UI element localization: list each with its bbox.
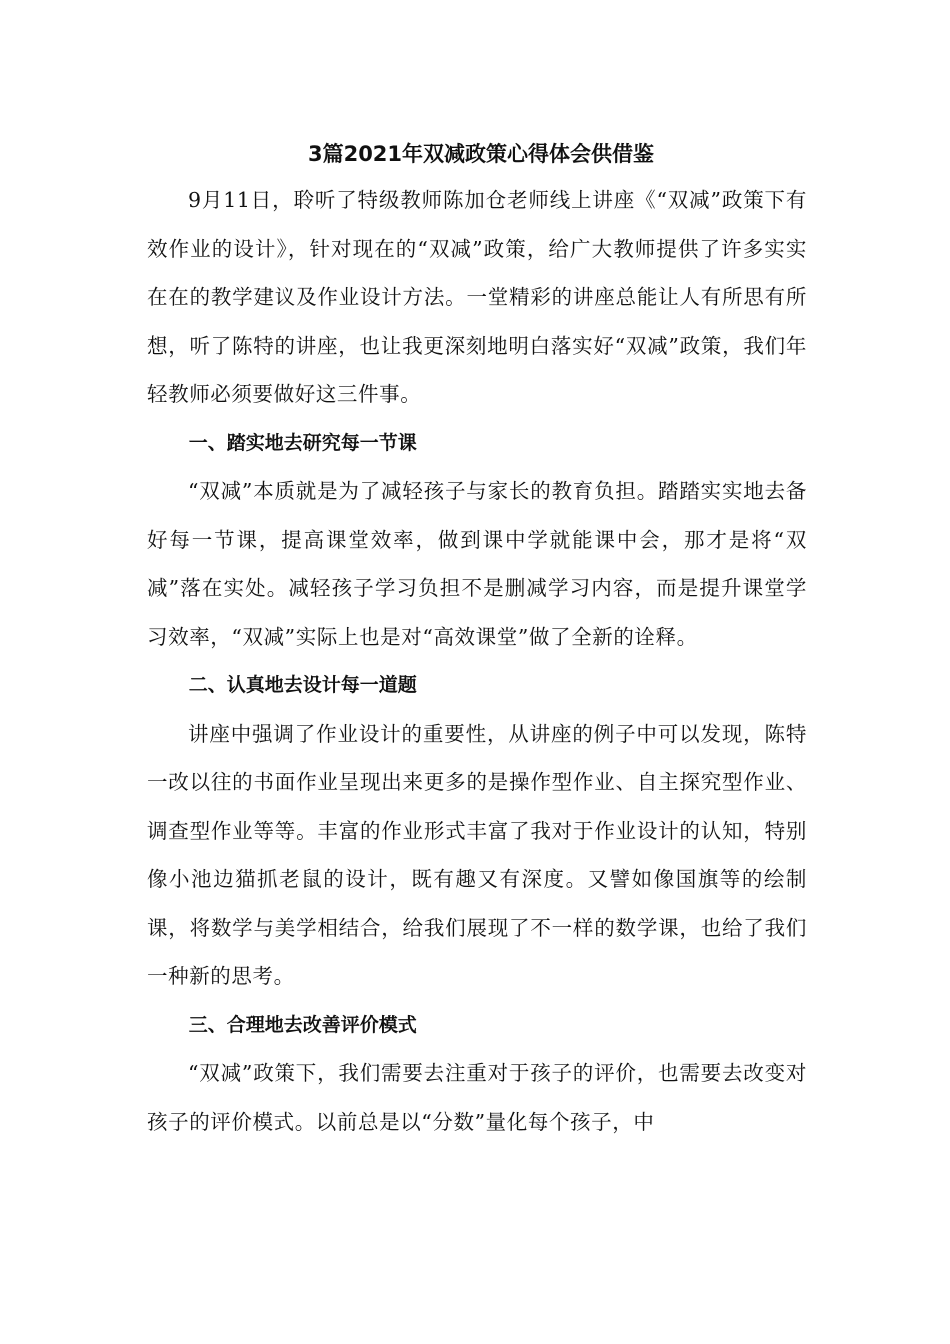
section-1-heading: 一、踏实地去研究每一节课 xyxy=(188,431,417,454)
document-title: 3篇2021年双减政策心得体会供借鉴 xyxy=(307,142,655,166)
section-3-heading: 三、合理地去改善评价模式 xyxy=(188,1013,417,1036)
intro-paragraph: 9月11日，聆听了特级教师陈加仓老师线上讲座《“双减”政策下有效作业的设计》，针对现在的“双减”政策，给广大教师提供了许多实实在在的教学建议及作业设计方法。一堂精彩的讲座总能让人有所思有所想，听了陈特的讲座，也让我更深刻地明白落实好“双减”政策，我们年轻教师必须要做好这三件事。 xyxy=(147,188,807,406)
section-3-body: “双减”政策下，我们需要去注重对于孩子的评价，也需要去改变对孩子的评价模式。以前总是以“分数”量化每个孩子，中 xyxy=(147,1061,807,1134)
section-2-heading: 二、认真地去设计每一道题 xyxy=(188,674,417,696)
document-page xyxy=(147,132,807,1146)
section-1-body: “双减”本质就是为了减轻孩子与家长的教育负担。踏踏实实地去备好每一节课，提高课堂效率，做到课中学就能课中会，那才是将“双减”落在实处。减轻孩子学习负担不是删减学习内容，而是提升课堂学习效率，“双减”实际上也是对“高效课堂”做了全新的诠释。 xyxy=(147,479,807,649)
section-2-body: 讲座中强调了作业设计的重要性，从讲座的例子中可以发现，陈特一改以往的书面作业呈现出来更多的是操作型作业、自主探究型作业、调查型作业等等。丰富的作业形式丰富了我对于作业设计的认知，特别像小池边猫抓老鼠的设计，既有趣又有深度。又譬如像国旗等的绘制课，将数学与美学相结合，给我们展现了不一样的数学课，也给了我们一种新的思考。 xyxy=(147,721,807,988)
